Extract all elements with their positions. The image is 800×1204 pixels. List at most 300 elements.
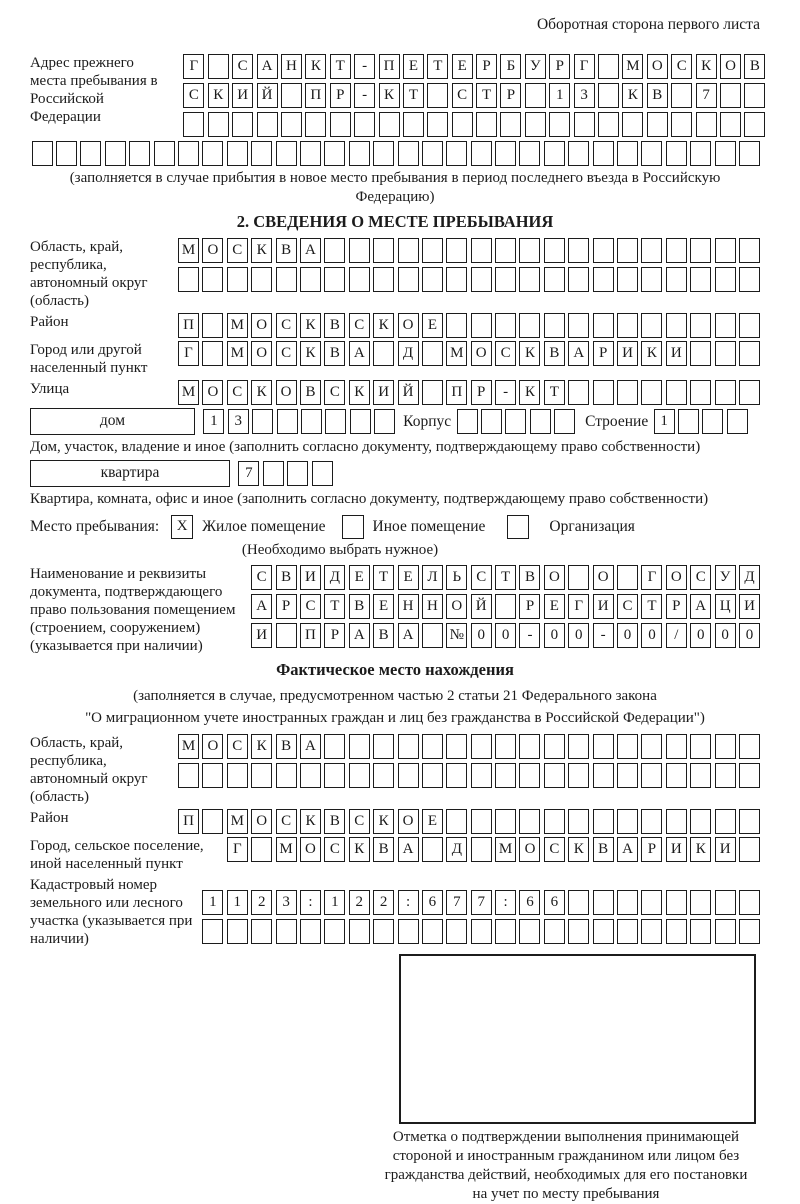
char-cell[interactable] xyxy=(446,141,467,166)
char-cell[interactable] xyxy=(208,54,229,79)
char-cell[interactable]: А xyxy=(300,238,321,263)
char-cell[interactable] xyxy=(446,238,467,263)
char-cell[interactable] xyxy=(374,409,395,434)
char-cell[interactable]: А xyxy=(349,623,370,648)
residential-premises-checkbox[interactable]: X xyxy=(171,515,193,539)
char-cell[interactable]: В xyxy=(276,734,297,759)
char-cell[interactable]: М xyxy=(227,313,248,338)
char-cell[interactable] xyxy=(666,919,687,944)
char-cell[interactable]: К xyxy=(251,380,272,405)
char-cell[interactable]: У xyxy=(715,565,736,590)
char-cell[interactable] xyxy=(178,763,199,788)
char-cell[interactable]: Г xyxy=(178,341,199,366)
char-cell[interactable]: Р xyxy=(519,594,540,619)
char-cell[interactable] xyxy=(525,83,546,108)
char-cell[interactable] xyxy=(227,141,248,166)
char-cell[interactable]: В xyxy=(744,54,765,79)
char-cell[interactable] xyxy=(647,112,668,137)
char-cell[interactable] xyxy=(300,919,321,944)
char-cell[interactable] xyxy=(300,141,321,166)
char-cell[interactable]: С xyxy=(227,380,248,405)
char-cell[interactable]: С xyxy=(617,594,638,619)
char-cell[interactable] xyxy=(617,890,638,915)
char-cell[interactable] xyxy=(641,238,662,263)
char-cell[interactable]: Е xyxy=(403,54,424,79)
char-cell[interactable] xyxy=(690,734,711,759)
char-cell[interactable] xyxy=(281,112,302,137)
char-cell[interactable] xyxy=(617,809,638,834)
char-cell[interactable] xyxy=(617,141,638,166)
char-cell[interactable] xyxy=(56,141,77,166)
char-cell[interactable]: Г xyxy=(568,594,589,619)
char-cell[interactable]: С xyxy=(324,380,345,405)
organization-checkbox[interactable] xyxy=(507,515,529,539)
char-cell[interactable] xyxy=(80,141,101,166)
char-cell[interactable] xyxy=(257,112,278,137)
char-cell[interactable]: 6 xyxy=(519,890,540,915)
char-cell[interactable]: 0 xyxy=(641,623,662,648)
char-cell[interactable] xyxy=(350,409,371,434)
char-cell[interactable]: М xyxy=(227,341,248,366)
char-cell[interactable]: 3 xyxy=(228,409,249,434)
char-cell[interactable]: И xyxy=(300,565,321,590)
char-cell[interactable] xyxy=(690,890,711,915)
char-cell[interactable] xyxy=(715,380,736,405)
char-cell[interactable] xyxy=(715,919,736,944)
char-cell[interactable] xyxy=(593,809,614,834)
char-cell[interactable] xyxy=(349,763,370,788)
char-cell[interactable] xyxy=(525,112,546,137)
char-cell[interactable] xyxy=(617,313,638,338)
char-cell[interactable]: Т xyxy=(544,380,565,405)
char-cell[interactable]: 0 xyxy=(739,623,760,648)
char-cell[interactable] xyxy=(690,313,711,338)
char-cell[interactable]: А xyxy=(690,594,711,619)
char-cell[interactable] xyxy=(519,238,540,263)
char-cell[interactable]: Г xyxy=(227,837,248,862)
char-cell[interactable] xyxy=(287,461,308,486)
char-cell[interactable] xyxy=(354,112,375,137)
char-cell[interactable] xyxy=(471,809,492,834)
char-cell[interactable] xyxy=(544,734,565,759)
char-cell[interactable]: С xyxy=(349,809,370,834)
char-cell[interactable]: Н xyxy=(422,594,443,619)
char-cell[interactable] xyxy=(373,919,394,944)
char-cell[interactable]: П xyxy=(305,83,326,108)
char-cell[interactable] xyxy=(593,763,614,788)
char-cell[interactable] xyxy=(373,141,394,166)
char-cell[interactable] xyxy=(671,112,692,137)
char-cell[interactable]: С xyxy=(671,54,692,79)
char-cell[interactable] xyxy=(641,380,662,405)
char-cell[interactable]: И xyxy=(232,83,253,108)
char-cell[interactable]: М xyxy=(446,341,467,366)
char-cell[interactable] xyxy=(324,267,345,292)
char-cell[interactable]: К xyxy=(300,809,321,834)
char-cell[interactable]: С xyxy=(183,83,204,108)
char-cell[interactable]: О xyxy=(300,837,321,862)
char-cell[interactable] xyxy=(202,267,223,292)
char-cell[interactable] xyxy=(495,238,516,263)
char-cell[interactable]: : xyxy=(300,890,321,915)
char-cell[interactable]: М xyxy=(495,837,516,862)
char-cell[interactable] xyxy=(178,267,199,292)
char-cell[interactable] xyxy=(398,141,419,166)
char-cell[interactable]: М xyxy=(227,809,248,834)
char-cell[interactable] xyxy=(427,112,448,137)
char-cell[interactable] xyxy=(568,763,589,788)
char-cell[interactable]: Ц xyxy=(715,594,736,619)
char-cell[interactable]: Е xyxy=(544,594,565,619)
char-cell[interactable] xyxy=(690,141,711,166)
char-cell[interactable] xyxy=(422,238,443,263)
char-cell[interactable]: К xyxy=(690,837,711,862)
char-cell[interactable]: А xyxy=(398,837,419,862)
char-cell[interactable] xyxy=(505,409,526,434)
char-cell[interactable] xyxy=(398,919,419,944)
char-cell[interactable]: 1 xyxy=(227,890,248,915)
char-cell[interactable]: 0 xyxy=(495,623,516,648)
char-cell[interactable]: Б xyxy=(500,54,521,79)
char-cell[interactable] xyxy=(727,409,748,434)
char-cell[interactable]: А xyxy=(251,594,272,619)
char-cell[interactable]: Т xyxy=(324,594,345,619)
char-cell[interactable] xyxy=(349,919,370,944)
char-cell[interactable]: Д xyxy=(398,341,419,366)
char-cell[interactable] xyxy=(324,238,345,263)
char-cell[interactable] xyxy=(276,141,297,166)
char-cell[interactable]: 0 xyxy=(544,623,565,648)
char-cell[interactable]: В xyxy=(349,594,370,619)
char-cell[interactable]: П xyxy=(178,313,199,338)
char-cell[interactable] xyxy=(568,890,589,915)
char-cell[interactable] xyxy=(554,409,575,434)
char-cell[interactable] xyxy=(471,734,492,759)
char-cell[interactable]: А xyxy=(257,54,278,79)
char-cell[interactable] xyxy=(178,141,199,166)
char-cell[interactable] xyxy=(690,267,711,292)
char-cell[interactable] xyxy=(544,238,565,263)
char-cell[interactable] xyxy=(495,734,516,759)
char-cell[interactable] xyxy=(481,409,502,434)
char-cell[interactable] xyxy=(227,763,248,788)
char-cell[interactable]: О xyxy=(276,380,297,405)
char-cell[interactable]: 3 xyxy=(574,83,595,108)
char-cell[interactable]: Д xyxy=(739,565,760,590)
char-cell[interactable]: В xyxy=(276,565,297,590)
char-cell[interactable] xyxy=(593,734,614,759)
char-cell[interactable] xyxy=(593,313,614,338)
char-cell[interactable] xyxy=(227,919,248,944)
char-cell[interactable]: В xyxy=(544,341,565,366)
char-cell[interactable]: С xyxy=(471,565,492,590)
char-cell[interactable] xyxy=(403,112,424,137)
char-cell[interactable] xyxy=(422,623,443,648)
char-cell[interactable] xyxy=(617,238,638,263)
char-cell[interactable]: О xyxy=(593,565,614,590)
char-cell[interactable]: - xyxy=(495,380,516,405)
char-cell[interactable] xyxy=(598,54,619,79)
char-cell[interactable]: Т xyxy=(403,83,424,108)
char-cell[interactable] xyxy=(568,267,589,292)
char-cell[interactable] xyxy=(227,267,248,292)
char-cell[interactable]: К xyxy=(349,380,370,405)
char-cell[interactable]: О xyxy=(202,734,223,759)
char-cell[interactable]: О xyxy=(251,341,272,366)
char-cell[interactable]: Р xyxy=(330,83,351,108)
char-cell[interactable] xyxy=(276,919,297,944)
char-cell[interactable] xyxy=(446,919,467,944)
char-cell[interactable] xyxy=(549,112,570,137)
char-cell[interactable]: И xyxy=(666,837,687,862)
char-cell[interactable] xyxy=(622,112,643,137)
char-cell[interactable] xyxy=(715,267,736,292)
char-cell[interactable] xyxy=(276,763,297,788)
char-cell[interactable]: С xyxy=(495,341,516,366)
char-cell[interactable]: В xyxy=(373,623,394,648)
char-cell[interactable] xyxy=(544,809,565,834)
char-cell[interactable] xyxy=(446,809,467,834)
char-cell[interactable] xyxy=(744,112,765,137)
char-cell[interactable] xyxy=(373,734,394,759)
char-cell[interactable] xyxy=(666,763,687,788)
char-cell[interactable] xyxy=(641,734,662,759)
char-cell[interactable]: И xyxy=(251,623,272,648)
char-cell[interactable] xyxy=(446,763,467,788)
char-cell[interactable] xyxy=(251,837,272,862)
char-cell[interactable] xyxy=(702,409,723,434)
char-cell[interactable]: Р xyxy=(666,594,687,619)
char-cell[interactable]: В xyxy=(300,380,321,405)
char-cell[interactable]: Е xyxy=(422,313,443,338)
char-cell[interactable]: Е xyxy=(349,565,370,590)
char-cell[interactable]: 1 xyxy=(202,890,223,915)
char-cell[interactable] xyxy=(739,734,760,759)
char-cell[interactable]: Е xyxy=(452,54,473,79)
char-cell[interactable] xyxy=(300,763,321,788)
char-cell[interactable]: Г xyxy=(183,54,204,79)
char-cell[interactable] xyxy=(276,623,297,648)
char-cell[interactable] xyxy=(232,112,253,137)
char-cell[interactable] xyxy=(690,380,711,405)
char-cell[interactable] xyxy=(446,734,467,759)
char-cell[interactable] xyxy=(641,267,662,292)
char-cell[interactable] xyxy=(202,141,223,166)
char-cell[interactable] xyxy=(720,112,741,137)
char-cell[interactable]: М xyxy=(622,54,643,79)
char-cell[interactable] xyxy=(696,112,717,137)
char-cell[interactable] xyxy=(495,594,516,619)
char-cell[interactable] xyxy=(666,141,687,166)
char-cell[interactable] xyxy=(422,380,443,405)
char-cell[interactable]: К xyxy=(300,313,321,338)
char-cell[interactable] xyxy=(568,919,589,944)
char-cell[interactable] xyxy=(446,267,467,292)
char-cell[interactable] xyxy=(593,380,614,405)
char-cell[interactable]: С xyxy=(232,54,253,79)
char-cell[interactable] xyxy=(739,380,760,405)
char-cell[interactable] xyxy=(457,409,478,434)
char-cell[interactable] xyxy=(690,341,711,366)
char-cell[interactable] xyxy=(373,341,394,366)
char-cell[interactable] xyxy=(251,919,272,944)
char-cell[interactable] xyxy=(666,380,687,405)
char-cell[interactable]: С xyxy=(300,594,321,619)
char-cell[interactable]: 1 xyxy=(324,890,345,915)
char-cell[interactable]: М xyxy=(178,380,199,405)
char-cell[interactable]: Н xyxy=(398,594,419,619)
char-cell[interactable]: А xyxy=(568,341,589,366)
char-cell[interactable] xyxy=(263,461,284,486)
char-cell[interactable]: - xyxy=(354,83,375,108)
char-cell[interactable] xyxy=(544,313,565,338)
char-cell[interactable] xyxy=(398,734,419,759)
other-premises-checkbox[interactable] xyxy=(342,515,364,539)
char-cell[interactable]: К xyxy=(349,837,370,862)
char-cell[interactable]: К xyxy=(208,83,229,108)
char-cell[interactable]: К xyxy=(641,341,662,366)
char-cell[interactable] xyxy=(739,141,760,166)
char-cell[interactable] xyxy=(574,112,595,137)
char-cell[interactable] xyxy=(739,809,760,834)
char-cell[interactable] xyxy=(330,112,351,137)
char-cell[interactable] xyxy=(379,112,400,137)
char-cell[interactable] xyxy=(251,763,272,788)
char-cell[interactable]: Д xyxy=(324,565,345,590)
char-cell[interactable] xyxy=(324,734,345,759)
char-cell[interactable] xyxy=(519,313,540,338)
char-cell[interactable]: № xyxy=(446,623,467,648)
char-cell[interactable]: Р xyxy=(276,594,297,619)
char-cell[interactable]: В xyxy=(373,837,394,862)
char-cell[interactable] xyxy=(593,890,614,915)
char-cell[interactable] xyxy=(495,313,516,338)
char-cell[interactable]: Й xyxy=(257,83,278,108)
char-cell[interactable] xyxy=(301,409,322,434)
char-cell[interactable]: В xyxy=(324,809,345,834)
char-cell[interactable] xyxy=(715,341,736,366)
char-cell[interactable] xyxy=(422,919,443,944)
char-cell[interactable]: И xyxy=(715,837,736,862)
char-cell[interactable] xyxy=(422,267,443,292)
char-cell[interactable] xyxy=(495,267,516,292)
char-cell[interactable] xyxy=(252,409,273,434)
char-cell[interactable]: 6 xyxy=(544,890,565,915)
char-cell[interactable]: У xyxy=(525,54,546,79)
char-cell[interactable] xyxy=(690,919,711,944)
char-cell[interactable] xyxy=(641,141,662,166)
char-cell[interactable]: К xyxy=(251,734,272,759)
char-cell[interactable]: Ь xyxy=(446,565,467,590)
char-cell[interactable]: Т xyxy=(373,565,394,590)
char-cell[interactable]: 2 xyxy=(349,890,370,915)
char-cell[interactable] xyxy=(373,267,394,292)
char-cell[interactable] xyxy=(324,919,345,944)
char-cell[interactable]: 0 xyxy=(690,623,711,648)
char-cell[interactable] xyxy=(349,141,370,166)
char-cell[interactable] xyxy=(495,763,516,788)
char-cell[interactable]: С xyxy=(276,313,297,338)
char-cell[interactable]: 7 xyxy=(238,461,259,486)
char-cell[interactable] xyxy=(300,267,321,292)
char-cell[interactable] xyxy=(690,238,711,263)
char-cell[interactable]: А xyxy=(617,837,638,862)
char-cell[interactable]: Е xyxy=(373,594,394,619)
char-cell[interactable] xyxy=(312,461,333,486)
char-cell[interactable]: С xyxy=(227,238,248,263)
char-cell[interactable]: К xyxy=(251,238,272,263)
char-cell[interactable] xyxy=(617,763,638,788)
char-cell[interactable]: Р xyxy=(549,54,570,79)
char-cell[interactable] xyxy=(500,112,521,137)
char-cell[interactable]: Р xyxy=(593,341,614,366)
char-cell[interactable] xyxy=(281,83,302,108)
char-cell[interactable]: В xyxy=(593,837,614,862)
char-cell[interactable] xyxy=(715,763,736,788)
char-cell[interactable]: Т xyxy=(330,54,351,79)
char-cell[interactable] xyxy=(277,409,298,434)
char-cell[interactable]: О xyxy=(202,380,223,405)
char-cell[interactable] xyxy=(690,809,711,834)
char-cell[interactable]: - xyxy=(354,54,375,79)
char-cell[interactable] xyxy=(530,409,551,434)
char-cell[interactable]: Р xyxy=(500,83,521,108)
char-cell[interactable]: Т xyxy=(427,54,448,79)
char-cell[interactable]: К xyxy=(300,341,321,366)
char-cell[interactable] xyxy=(373,763,394,788)
char-cell[interactable] xyxy=(739,313,760,338)
char-cell[interactable]: И xyxy=(617,341,638,366)
char-cell[interactable]: 0 xyxy=(568,623,589,648)
char-cell[interactable]: 1 xyxy=(654,409,675,434)
char-cell[interactable] xyxy=(202,809,223,834)
char-cell[interactable] xyxy=(666,734,687,759)
char-cell[interactable]: 0 xyxy=(617,623,638,648)
char-cell[interactable] xyxy=(678,409,699,434)
char-cell[interactable]: К xyxy=(622,83,643,108)
char-cell[interactable] xyxy=(398,238,419,263)
char-cell[interactable]: М xyxy=(276,837,297,862)
char-cell[interactable] xyxy=(154,141,175,166)
char-cell[interactable]: Й xyxy=(398,380,419,405)
char-cell[interactable] xyxy=(720,83,741,108)
char-cell[interactable]: И xyxy=(593,594,614,619)
char-cell[interactable] xyxy=(471,141,492,166)
char-cell[interactable]: К xyxy=(696,54,717,79)
char-cell[interactable]: К xyxy=(373,809,394,834)
char-cell[interactable]: 7 xyxy=(446,890,467,915)
char-cell[interactable] xyxy=(452,112,473,137)
char-cell[interactable]: К xyxy=(519,380,540,405)
char-cell[interactable]: Т xyxy=(495,565,516,590)
char-cell[interactable]: П xyxy=(446,380,467,405)
char-cell[interactable]: Е xyxy=(422,809,443,834)
char-cell[interactable] xyxy=(593,919,614,944)
char-cell[interactable] xyxy=(739,238,760,263)
char-cell[interactable]: К xyxy=(305,54,326,79)
char-cell[interactable] xyxy=(666,809,687,834)
char-cell[interactable]: С xyxy=(690,565,711,590)
char-cell[interactable] xyxy=(715,141,736,166)
char-cell[interactable] xyxy=(739,341,760,366)
char-cell[interactable]: О xyxy=(471,341,492,366)
char-cell[interactable] xyxy=(519,141,540,166)
char-cell[interactable] xyxy=(568,380,589,405)
char-cell[interactable] xyxy=(641,919,662,944)
char-cell[interactable] xyxy=(666,267,687,292)
char-cell[interactable]: 3 xyxy=(276,890,297,915)
char-cell[interactable]: О xyxy=(446,594,467,619)
